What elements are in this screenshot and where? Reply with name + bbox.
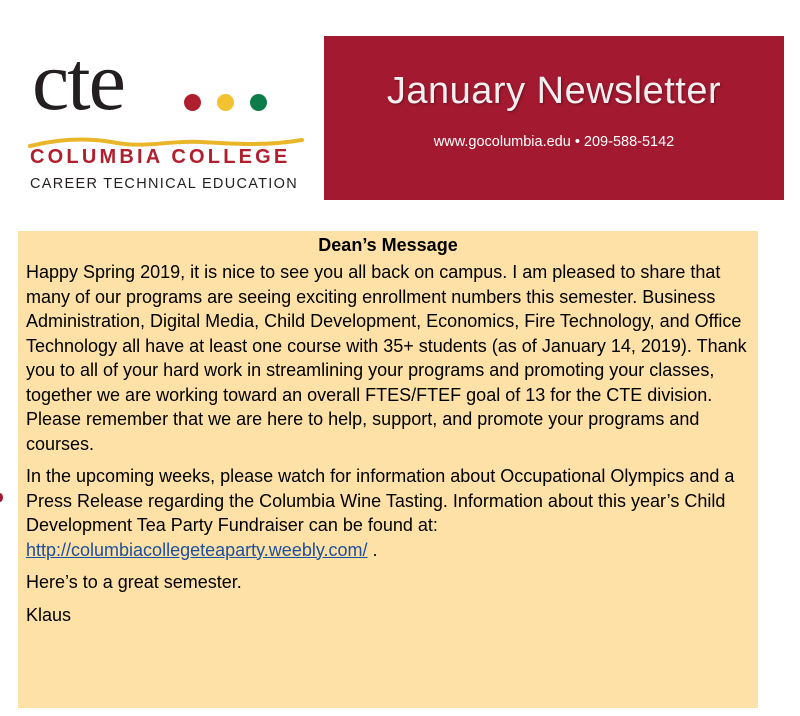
teaparty-link[interactable]: http://columbiacollegeteaparty.weebly.com/ <box>26 539 368 560</box>
newsletter-title: January Newsletter <box>386 70 722 112</box>
message-paragraph-2 <box>26 464 750 562</box>
logo-dot-green <box>250 94 267 111</box>
newsletter-contact: www.gocolumbia.edu • 209-588-5142 <box>433 134 675 150</box>
logo-college-name: COLUMBIA COLLEGE <box>30 146 291 168</box>
message-closing: Here’s to a great semester. <box>26 572 242 592</box>
margin-marker <box>0 493 3 502</box>
deans-message-heading: Dean’s Message <box>318 235 458 255</box>
logo-dot-yellow <box>217 94 234 111</box>
logo-wordmark: cte <box>32 35 124 128</box>
message-paragraph-2-text: In the upcoming weeks, please watch for information about Occupational Olympics and a Press Release regarding the Columbia Wine Tasting. Information about this year’s Child Development Tea Party Fundraiser can be found at: <box>26 466 735 535</box>
cte-logo <box>22 35 307 200</box>
logo-dot-red <box>184 94 201 111</box>
message-signature: Klaus <box>26 604 72 625</box>
message-paragraph-2-end: . <box>367 539 378 560</box>
deans-message-box <box>18 231 758 708</box>
message-paragraph-1: Happy Spring 2019, it is nice to see you all back on campus. I am pleased to share that many of our programs are seeing exciting enrollment numbers this semester. Business Administration, Digital Media, Child Development, Economics, Fire Technology, and Office Technology all have at least one course with 35+ students (as of January 14, 2019). Thank you to all of your hard work in streamlining your programs and promoting your classes, together we are working toward an overall FTES/FTEF goal of 13 for the CTE division. Please remember that we are here to help, support, and promote your programs and courses. <box>26 262 747 454</box>
newsletter-banner <box>324 36 784 200</box>
logo-subtitle: CAREER TECHNICAL EDUCATION <box>30 176 298 192</box>
deans-message-body <box>18 256 758 627</box>
